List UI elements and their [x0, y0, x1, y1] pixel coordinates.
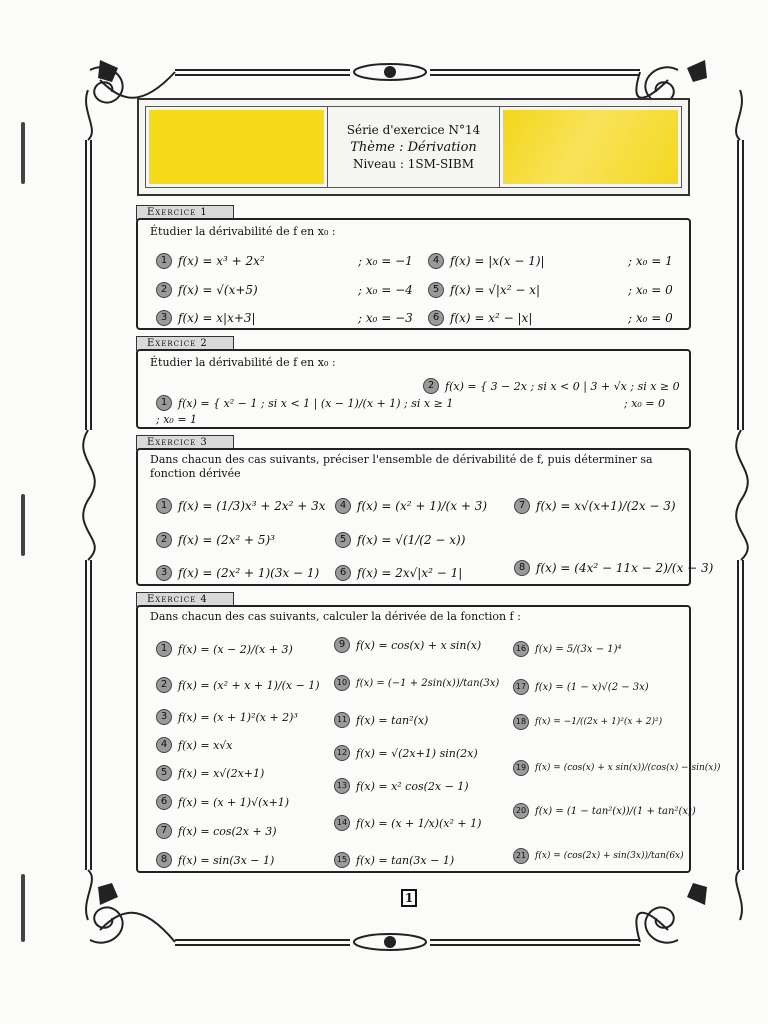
exercise-4-item: 5 f(x) = x√(2x+1) — [156, 765, 264, 781]
sticky-note-right — [503, 110, 678, 184]
theme-title: Thème : Dérivation — [350, 139, 477, 155]
level-title: Niveau : 1SM-SIBM — [352, 156, 475, 171]
exercise-4-item: 8 f(x) = sin(3x − 1) — [156, 852, 274, 868]
exercise-4-item: 21 f(x) = (cos(2x) + sin(3x))/tan(6x) — [513, 848, 684, 864]
exercise-1-item: 3 f(x) = x|x+3| — [156, 310, 256, 326]
exercise-1-condition: ; x₀ = 0 — [628, 311, 673, 325]
exercise-1-instruction: Étudier la dérivabilité de f en x₀ : — [150, 225, 336, 238]
exercise-1-condition: ; x₀ = 1 — [628, 254, 673, 268]
exercise-3-item: 2 f(x) = (2x² + 5)³ — [156, 532, 275, 548]
exercise-4-item: 20 f(x) = (1 − tan²(x))/(1 + tan²(x)) — [513, 803, 696, 819]
exercise-4-item: 3 f(x) = (x + 1)²(x + 2)³ — [156, 709, 298, 725]
exercise-4-item: 14 f(x) = (x + 1/x)(x² + 1) — [334, 815, 481, 831]
exercise-3-box — [136, 448, 714, 586]
exercise-1-condition: ; x₀ = −1 — [358, 254, 413, 268]
exercise-3-item: 7 f(x) = x√(x+1)/(2x − 3) — [514, 498, 676, 514]
exercise-1-item: 2 f(x) = √(x+5) — [156, 282, 258, 298]
exercise-4-box — [136, 605, 721, 873]
exercise-2-box — [136, 349, 691, 429]
exercise-1-item: 5 f(x) = √|x² − x| — [428, 282, 540, 298]
exercise-4-item: 4 f(x) = x√x — [156, 737, 232, 753]
page-number: 1 — [401, 889, 417, 907]
exercise-2-condition: ; x₀ = 1 — [156, 413, 198, 426]
exercise-2-item: 1 f(x) = { x² − 1 ; si x < 1 | (x − 1)/(x + 1) ; si x ≥ 1 — [156, 395, 453, 411]
exercise-4-item: 12 f(x) = √(2x+1) sin(2x) — [334, 745, 478, 761]
exercise-4-item: 15 f(x) = tan(3x − 1) — [334, 852, 454, 868]
exercise-3-item: 4 f(x) = (x² + 1)/(x + 3) — [335, 498, 487, 514]
exercise-1-box — [136, 218, 691, 330]
exercise-4-item: 1 f(x) = (x − 2)/(x + 3) — [156, 641, 293, 657]
sticky-note-left — [149, 110, 324, 184]
exercise-4-item: 17 f(x) = (1 − x)√(2 − 3x) — [513, 679, 649, 695]
exercise-3-item: 3 f(x) = (2x² + 1)(3x − 1) — [156, 565, 319, 581]
exercise-1-item: 6 f(x) = x² − |x| — [428, 310, 532, 326]
exercise-2-item: 2 f(x) = { 3 − 2x ; si x < 0 | 3 + √x ; si x ≥ 0 — [423, 378, 680, 394]
exercise-2-tab: Exercice 2 — [136, 336, 234, 351]
exercise-3-tab: Exercice 3 — [136, 435, 234, 450]
exercise-1-condition: ; x₀ = 0 — [628, 283, 673, 297]
series-title: Série d'exercice N°14 — [346, 122, 481, 137]
exercise-1-condition: ; x₀ = −3 — [358, 311, 413, 325]
exercise-4-item: 11 f(x) = tan²(x) — [334, 712, 428, 728]
exercise-4-item: 7 f(x) = cos(2x + 3) — [156, 823, 277, 839]
exercise-1-condition: ; x₀ = −4 — [358, 283, 413, 297]
exercise-1-item: 1 f(x) = x³ + 2x² — [156, 253, 265, 269]
exercise-4-item: 9 f(x) = cos(x) + x sin(x) — [334, 637, 481, 653]
exercise-3-item: 6 f(x) = 2x√|x² − 1| — [335, 565, 462, 581]
exercise-4-item: 19 f(x) = (cos(x) + x sin(x))/(cos(x) − sin(x)) — [513, 760, 720, 776]
exercise-4-item: 10 f(x) = (−1 + 2sin(x))/tan(3x) — [334, 675, 499, 691]
exercise-4-tab: Exercice 4 — [136, 592, 234, 607]
exercise-3-instruction: Dans chacun des cas suivants, préciser l'ensemble de dérivabilité de f, puis déterminer sa fonction dérivée — [150, 453, 653, 480]
exercise-3-item: 1 f(x) = (1/3)x³ + 2x² + 3x — [156, 498, 326, 514]
exercise-3-item: 5 f(x) = √(1/(2 − x)) — [335, 532, 465, 548]
exercise-2-instruction: Étudier la dérivabilité de f en x₀ : — [150, 356, 336, 369]
exercise-1-tab: Exercice 1 — [136, 205, 234, 220]
header-title-block — [327, 107, 500, 187]
exercise-1-item: 4 f(x) = |x(x − 1)| — [428, 253, 545, 269]
exercise-3-item: 8 f(x) = (4x² − 11x − 2)/(x − 3) — [514, 560, 713, 576]
exercise-4-item: 16 f(x) = 5/(3x − 1)⁴ — [513, 641, 622, 657]
exercise-4-item: 6 f(x) = (x + 1)√(x+1) — [156, 794, 289, 810]
worksheet-header — [137, 98, 690, 196]
exercise-4-item: 13 f(x) = x² cos(2x − 1) — [334, 778, 469, 794]
exercise-2-condition: ; x₀ = 0 — [624, 397, 666, 410]
exercise-4-instruction: Dans chacun des cas suivants, calculer la dérivée de la fonction f : — [150, 610, 521, 623]
exercise-4-item: 2 f(x) = (x² + x + 1)/(x − 1) — [156, 677, 320, 693]
exercise-4-item: 18 f(x) = −1/((2x + 1)²(x + 2)²) — [513, 714, 662, 730]
